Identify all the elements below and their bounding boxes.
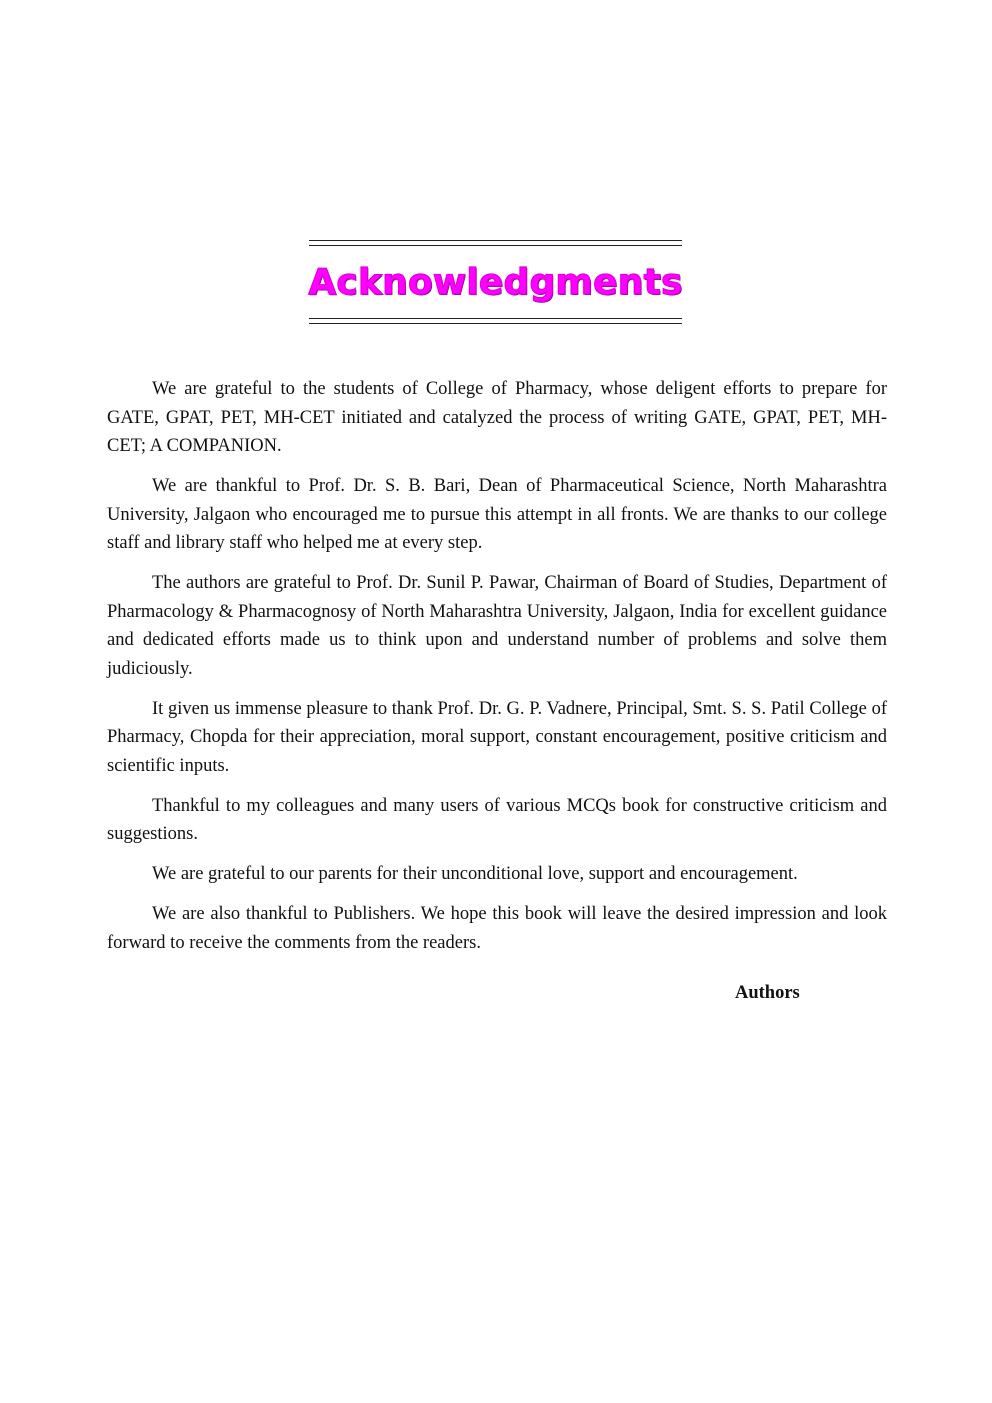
paragraph: Thankful to my colleagues and many users of various MCQs book for constructive criticism and suggestions. [107,795,887,844]
paragraph: We are grateful to our parents for their unconditional love, support and encouragement. [152,864,798,884]
paragraph: We are thankful to Prof. Dr. S. B. Bari, Dean of Pharmaceutical Science, North Maharashtra University, Jalgaon who encouraged me to pursue this attempt in all fronts. We are thanks to our college staff and library staff who helped me at every step. [107,476,887,553]
paragraph: We are also thankful to Publishers. We hope this book will leave the desired impression and look forward to receive the comments from the readers. [107,904,887,953]
rule-line [309,323,682,324]
signature: Authors [735,983,800,1003]
acknowledgment-body [107,375,887,969]
title-block [309,240,682,324]
paragraph: It given us immense pleasure to thank Prof. Dr. G. P. Vadnere, Principal, Smt. S. S. Patil College of Pharmacy, Chopda for their appreciation, moral support, constant encouragement, positive criticism and scientific inputs. [107,698,887,776]
paragraph: The authors are grateful to Prof. Dr. Sunil P. Pawar, Chairman of Board of Studies, Department of Pharmacology & Pharmacognosy of North Maharashtra University, Jalgaon, India for excellent guidance and dedicated efforts made us to think upon and understand number of problems and solve them judiciously. [107,573,887,679]
page-heading-container [309,246,682,318]
paragraph: We are grateful to the students of College of Pharmacy, whose deligent efforts to prepare for GATE, GPAT, PET, MH-CET initiated and catalyzed the process of writing GATE, GPAT, PET, MH-CET; A COMPANION. [107,379,887,456]
rule-line [309,318,682,319]
bottom-double-rule [309,318,682,324]
rule-line [309,240,682,241]
page-heading: Acknowledgments [308,261,683,303]
